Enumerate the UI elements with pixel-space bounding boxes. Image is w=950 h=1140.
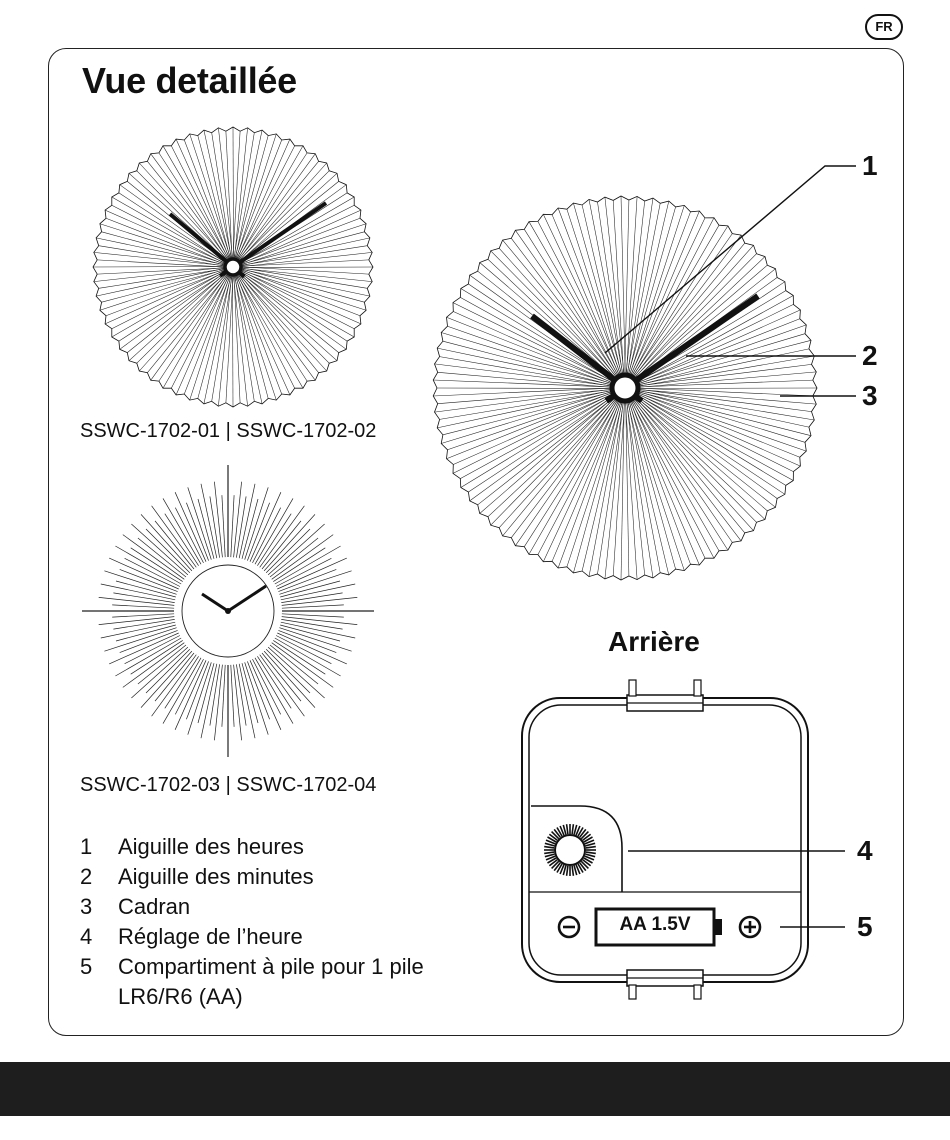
callout-5: 5 — [857, 911, 873, 942]
clock-small-illustration — [93, 127, 373, 407]
movement-back — [522, 680, 808, 999]
footer-bar — [0, 1062, 950, 1116]
models-top-caption: SSWC-1702-01 | SSWC-1702-02 — [80, 420, 377, 442]
legend-number: 3 — [80, 894, 93, 919]
callout-3: 3 — [862, 380, 878, 411]
clock-sunburst-illustration — [82, 465, 374, 757]
legend-text: Aiguille des minutes — [118, 864, 314, 889]
legend-item — [80, 862, 448, 892]
callout-1: 1 — [862, 150, 878, 181]
models-bottom-caption: SSWC-1702-03 | SSWC-1702-04 — [80, 774, 377, 796]
back-view-title: Arrière — [608, 626, 700, 657]
legend-number: 5 — [80, 954, 93, 979]
legend-number: 1 — [80, 834, 93, 859]
battery-label: AA 1.5V — [619, 914, 691, 935]
legend-item — [80, 892, 448, 922]
page-title: Vue detaillée — [82, 60, 297, 101]
legend-text: Cadran — [118, 894, 191, 919]
callout-2: 2 — [862, 340, 878, 371]
language-badge: FR — [865, 14, 903, 40]
clock-large-illustration — [433, 196, 817, 580]
legend-item — [80, 952, 448, 1012]
legend-number: 2 — [80, 864, 93, 889]
callout-4: 4 — [857, 835, 873, 866]
parts-legend — [80, 832, 448, 1012]
legend-text: Compartiment à pile pour 1 pile LR6/R6 (AA) — [118, 954, 424, 1009]
legend-item — [80, 922, 448, 952]
callout-line-1 — [605, 166, 856, 353]
legend-item — [80, 832, 448, 862]
legend-text: Aiguille des heures — [118, 834, 304, 859]
legend-number: 4 — [80, 924, 93, 949]
legend-text: Réglage de l’heure — [118, 924, 303, 949]
